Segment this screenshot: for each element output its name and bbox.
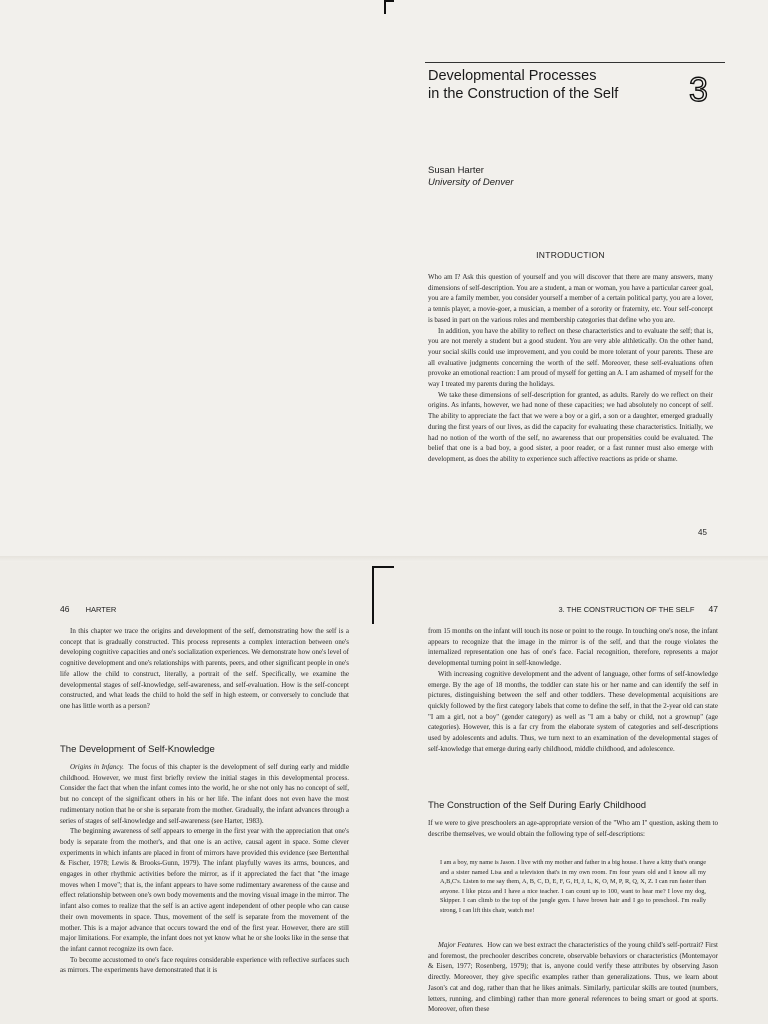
- crop-mark: [372, 566, 374, 624]
- chapter-number: 3: [689, 71, 708, 109]
- page-number: 47: [708, 604, 718, 614]
- section-heading-self-knowledge: The Development of Self-Knowledge: [60, 744, 215, 755]
- paragraph: Origins in Infancy. The focus of this chapter is the development of self during early and middle childhood. However, we must first briefly review the initial stages in this developmental process. Consider the fact that when the infant comes into the world, he or she not only has no concept of self, but no concept of the significant others in his or her life. The infant does not even have the most rudimentary notion that he or she is separate from the mother. Gradually, the infant advances through a series of stages of self-knowledge and self-awareness (see Harter, 1983).: [60, 763, 349, 825]
- author-name: Susan Harter: [428, 165, 484, 176]
- crop-mark: [372, 566, 394, 568]
- paragraph: If we were to give preschoolers an age-appropriate version of the "Who am I" question, asking them to describe themselves, we would obtain the following type of self-descriptions:: [428, 819, 718, 838]
- major-features-text: [428, 940, 718, 1015]
- subsection-label: Origins in Infancy.: [70, 763, 124, 771]
- paragraph: from 15 months on the infant will touch its nose or point to the rouge. In touching one's nose, the infant appears to recognize that the image in the mirror is of the self, and that the rouge violates the internalized representation one has of one's face. Facial recognition, therefore, represents a major developmental turning point in self-knowledge.: [428, 627, 718, 668]
- running-head-text: HARTER: [85, 605, 117, 614]
- paragraph: We take these dimensions of self-description for granted, as adults. Rarely do we reflect on their origins. As infants, however, we had none of these capacities; we had absolutely no concept of self. The ability to appreciate the fact that we were a boy or a girl, a son or a daughter, emerged gradually during the first years of our lives, as did the capacity for evaluating these characteristics. Initially, we had no notion of the worth of the self, no awareness that our propensities could be evaluated. The belief that one is a bad boy, a good sister, a poor reader, or a fast runner must also emerge with development, as does the ability to experience such affective reactions as pride or shame.: [428, 390, 713, 463]
- section-heading-early-childhood: The Construction of the Self During Early Childhood: [428, 800, 647, 811]
- author-affiliation: University of Denver: [428, 177, 514, 188]
- paragraph: Who am I? Ask this question of yourself and you will discover that there are many answers, many dimensions of self-description. You are a student, a man or woman, you have a particular career goal, you are a family member, you consider yourself a member of a certain political party, you are a lover, a tennis player, a movie-goer, a musician, a member of a sorority or fraternity, etc. Your self-concept is based in part on the various roles and membership categories that define who you are.: [428, 273, 713, 324]
- page-number: 46: [60, 604, 70, 614]
- title-rule: [425, 62, 725, 63]
- chapter-title: [428, 67, 668, 103]
- chapter-title-line1: Developmental Processes: [428, 68, 597, 84]
- paragraph: In addition, you have the ability to reflect on these characteristics and to evaluate the self; that is, you are not merely a student but a good student. You are very able althletically. On the other hand, your social skills could use improvement, and you could be more tolerant of your parents. These are all evaluative judgments concerning the worth of the self. Moreover, these self-evaluations often provoke an emotional reaction: I am proud of myself for getting an A. I am ashamed of myself for the way I treated my parents during the holidays.: [428, 326, 713, 389]
- left-intro-text: [60, 626, 349, 712]
- page-number: 45: [698, 528, 707, 537]
- introduction-text: [428, 272, 713, 465]
- paragraph: In this chapter we trace the origins and development of the self, demonstrating how the self is a concept that is gradually constructed. This process represents a complex interaction between one's developing cognitive capacities and one's socialization experiences. We demonstrate how one's level of cognitive development and one's relationships with parents, peers, and other significant people in one's life allow the child to construct, literally, a portrait of the self. Specifically, we examine the developmental stages of self-knowledge, self-awareness, and self-evaluation. How is the self-concept constructed, and what leads the child to hold the self in high esteem, or conversely to conclude that one has little worth as a person?: [60, 627, 349, 710]
- block-quote: I am a boy, my name is Jason. I live with my mother and father in a big house. I have a kitty that's orange and a sister named Lisa and a television that's in my own room. I'm four years old and I know all my A,B,C's. Listen to me say them, A, B, C, D, E, F, G, H, J, L, K, O, M, P, R, Q, X, Z. I can run faster than anyone. I like pizza and I have a nice teacher. I can count up to 100, want to hear me? I love my dog, Skipper. I can climb to the top of the jungle gym. I have brown hair and I go to preschool. I'm really strong, I can lift this chair, watch me!: [440, 859, 706, 914]
- paragraph: With increasing cognitive development and the advent of language, other forms of self-knowledge emerge. By the age of 18 months, the toddler can state his or her name and can identify the self in pictures, distinguishing between the self and other toddlers. These developmental acquisitions are quickly followed by the first category labels that come to define the self, in that the 2-year old can state "I am a girl, not a boy" (gender category) as well as "I am a baby or child, not a grownup" (age categories). However, this is a far cry from the elaborate system of categories and self-descriptions used by adolescents and adults. Thus, we turn next to an examination of the developmental stages of self-knowledge that emerge during early childhood, middle childhood, and adolescence.: [428, 669, 718, 753]
- right-intro-text: [428, 626, 718, 754]
- paragraph: To become accustomed to one's face requires considerable experience with reflective surfaces such as mirrors. The experiments have demonstrated that it is: [60, 955, 349, 975]
- running-head-left: [60, 604, 116, 614]
- early-childhood-lead: [428, 818, 718, 839]
- running-head-text: 3. THE CONSTRUCTION OF THE SELF: [558, 605, 695, 614]
- section-heading-introduction: INTRODUCTION: [536, 250, 605, 260]
- paragraph: The beginning awareness of self appears to emerge in the first year with the appreciation that one's body is separate from the mother's, and that one is an active, causal agent in space. Some clever experiments in which infants are placed in front of mirrors have provided this evidence (see Bertenthal & Fischer, 1978; Lewis & Brooks-Gunn, 1979). The infant playfully waves its arms, bounces, and engages in other rhythmic activities before the mirror, as if it appreciated the fact that "the image moves when I move"; that is, the infant appears to have some rudimentary awareness of the cause and effect relationship between one's own body movements and the moving visual image in the mirror. The infant also comes to realize that the self is an active agent independent of other people who can cause their own movements in space. Thus, movement of the self is separate from the movement of the mother. This is a major advance that occurs toward the end of the first year. However, there are still major limitations. For example, the infant does not yet know what he or she looks like in the sense that the infant cannot recognize its own face.: [60, 827, 349, 953]
- crop-mark: [384, 0, 386, 14]
- running-head-right: [520, 604, 718, 614]
- crop-mark: [384, 0, 394, 2]
- subsection-label: Major Features.: [438, 941, 484, 949]
- self-knowledge-text: [60, 762, 349, 976]
- paragraph: Major Features. How can we best extract the characteristics of the young child's self-portrait? First and foremost, the prechooler describes concrete, observable behaviors or characteristics (Montemayor & Eisen, 1977; Rosenberg, 1979); that is, anyone could verify these attributes by observing Jason directly. Moreover, they give specific examples rather than generalizations. Thus, we learn about Jason's cat and dog, rather than that he likes animals. Similarly, particular skills are touted (numbers, letters, running, and climbing) rather than more general references to being smart or good at sports. Moreover, often these: [428, 941, 719, 1014]
- chapter-title-line2: in the Construction of the Self: [428, 86, 619, 102]
